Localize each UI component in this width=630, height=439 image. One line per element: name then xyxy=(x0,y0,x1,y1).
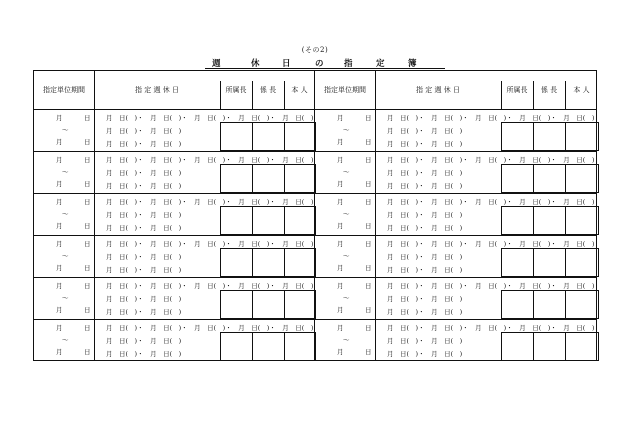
period-cell-text: 月 xyxy=(56,180,63,188)
date-row: 月 日( )・ 月 日( )・ 月 日( )・ 月 日( )・ 月 日( ) xyxy=(387,282,595,290)
date-row: 月 日( )・ 月 日( )・ 月 日( )・ 月 日( )・ 月 日( ) xyxy=(106,114,314,122)
seal-box-chief[interactable] xyxy=(533,332,566,361)
title-char: 休 xyxy=(251,59,260,69)
period-cell-text: 日 xyxy=(84,240,91,248)
date-row: 月 日( )・ 月 日( )・ 月 日( )・ 月 日( )・ 月 日( ) xyxy=(387,198,595,206)
date-row: 月 日( )・ 月 日( )・ 月 日( )・ 月 日( )・ 月 日( ) xyxy=(387,156,595,164)
date-row: 月 日( )・ 月 日( ) xyxy=(106,211,182,219)
period-cell-text: 〜 xyxy=(343,294,350,302)
period-cell-text: 月 xyxy=(56,240,63,248)
title-char: 週 xyxy=(212,59,221,69)
period-cell-text: 〜 xyxy=(343,168,350,176)
title-char: 定 xyxy=(376,59,385,69)
header-divider xyxy=(501,81,502,109)
header-rule xyxy=(34,109,314,110)
column-divider xyxy=(375,71,376,360)
period-cell-text: 月 xyxy=(56,114,63,122)
row-separator xyxy=(315,151,596,152)
date-row: 月 日( )・ 月 日( ) xyxy=(106,182,182,190)
seal-box-person[interactable] xyxy=(284,248,316,277)
seal-box-director[interactable] xyxy=(220,122,253,151)
seal-box-person[interactable] xyxy=(284,164,316,193)
seal-box-director[interactable] xyxy=(501,248,534,277)
period-cell-text: 月 xyxy=(56,138,63,146)
seal-box-director[interactable] xyxy=(501,206,534,235)
period-cell-text: 日 xyxy=(84,264,91,272)
seal-box-person[interactable] xyxy=(565,206,599,235)
header-chief: 係 長 xyxy=(540,86,558,94)
period-cell-text: 〜 xyxy=(343,126,350,134)
date-row: 月 日( )・ 月 日( )・ 月 日( )・ 月 日( )・ 月 日( ) xyxy=(106,156,314,164)
period-cell-text: 月 xyxy=(337,156,344,164)
period-cell-text: 月 xyxy=(56,156,63,164)
seal-box-person[interactable] xyxy=(565,332,599,361)
period-cell-text: 日 xyxy=(365,138,372,146)
period-cell-text: 月 xyxy=(337,114,344,122)
period-cell-text: 〜 xyxy=(343,210,350,218)
header-rule xyxy=(315,109,596,110)
period-cell-text: 日 xyxy=(84,324,91,332)
period-cell-text: 日 xyxy=(365,282,372,290)
row-separator xyxy=(315,277,596,278)
date-row: 月 日( )・ 月 日( ) xyxy=(387,295,463,303)
seal-box-director[interactable] xyxy=(501,122,534,151)
seal-box-director[interactable] xyxy=(220,206,253,235)
period-cell-text: 月 xyxy=(56,348,63,356)
period-cell-text: 〜 xyxy=(62,168,69,176)
row-separator xyxy=(315,319,596,320)
period-cell-text: 月 xyxy=(56,324,63,332)
period-cell-text: 日 xyxy=(84,222,91,230)
date-row: 月 日( )・ 月 日( ) xyxy=(106,295,182,303)
period-cell-text: 月 xyxy=(337,264,344,272)
period-cell-text: 〜 xyxy=(62,336,69,344)
period-cell-text: 月 xyxy=(337,348,344,356)
row-separator xyxy=(315,193,596,194)
period-cell-text: 〜 xyxy=(62,126,69,134)
seal-box-person[interactable] xyxy=(284,122,316,151)
period-cell-text: 日 xyxy=(84,138,91,146)
row-separator xyxy=(34,193,314,194)
date-row: 月 日( )・ 月 日( ) xyxy=(106,308,182,316)
date-row: 月 日( )・ 月 日( ) xyxy=(387,308,463,316)
date-row: 月 日( )・ 月 日( ) xyxy=(387,140,463,148)
seal-box-person[interactable] xyxy=(284,332,316,361)
date-row: 月 日( )・ 月 日( ) xyxy=(106,127,182,135)
header-person: 本 人 xyxy=(573,86,590,94)
period-cell-text: 日 xyxy=(365,198,372,206)
seal-box-director[interactable] xyxy=(220,248,253,277)
seal-box-chief[interactable] xyxy=(533,290,566,319)
date-row: 月 日( )・ 月 日( ) xyxy=(106,169,182,177)
subtitle: (その2) xyxy=(301,46,329,54)
period-cell-text: 月 xyxy=(337,282,344,290)
seal-box-chief[interactable] xyxy=(252,248,285,277)
title-underline xyxy=(205,68,445,69)
seal-box-chief[interactable] xyxy=(533,122,566,151)
period-cell-text: 月 xyxy=(337,138,344,146)
period-cell-text: 月 xyxy=(56,264,63,272)
period-cell-text: 月 xyxy=(56,222,63,230)
period-cell-text: 日 xyxy=(84,180,91,188)
period-cell-text: 月 xyxy=(56,306,63,314)
header-divider xyxy=(284,81,285,109)
header-director: 所属長 xyxy=(225,86,247,94)
date-row: 月 日( )・ 月 日( ) xyxy=(387,127,463,135)
period-cell-text: 月 xyxy=(337,180,344,188)
period-cell-text: 月 xyxy=(337,324,344,332)
header-designated-days: 指 定 週 休 日 xyxy=(135,86,179,94)
period-cell-text: 月 xyxy=(337,306,344,314)
date-row: 月 日( )・ 月 日( )・ 月 日( )・ 月 日( )・ 月 日( ) xyxy=(106,282,314,290)
date-row: 月 日( )・ 月 日( )・ 月 日( )・ 月 日( )・ 月 日( ) xyxy=(387,324,595,332)
date-row: 月 日( )・ 月 日( ) xyxy=(387,253,463,261)
header-director: 所属長 xyxy=(506,86,528,94)
seal-box-chief[interactable] xyxy=(252,290,285,319)
seal-box-chief[interactable] xyxy=(252,332,285,361)
period-cell-text: 月 xyxy=(337,222,344,230)
date-row: 月 日( )・ 月 日( ) xyxy=(106,266,182,274)
header-divider xyxy=(565,81,566,109)
period-cell-text: 月 xyxy=(337,240,344,248)
date-row: 月 日( )・ 月 日( ) xyxy=(387,211,463,219)
period-cell-text: 日 xyxy=(365,114,372,122)
period-cell-text: 日 xyxy=(365,156,372,164)
seal-box-director[interactable] xyxy=(501,290,534,319)
ledger-table-right xyxy=(314,70,597,361)
period-cell-text: 日 xyxy=(84,306,91,314)
seal-box-person[interactable] xyxy=(565,122,599,151)
seal-box-chief[interactable] xyxy=(252,164,285,193)
header-divider xyxy=(533,81,534,109)
date-row: 月 日( )・ 月 日( ) xyxy=(387,182,463,190)
period-cell-text: 日 xyxy=(84,348,91,356)
seal-box-chief[interactable] xyxy=(533,164,566,193)
seal-box-person[interactable] xyxy=(565,290,599,319)
header-period: 指定単位期間 xyxy=(43,86,85,94)
period-cell-text: 日 xyxy=(365,348,372,356)
seal-box-director[interactable] xyxy=(220,332,253,361)
period-cell-text: 〜 xyxy=(343,336,350,344)
header-divider xyxy=(252,81,253,109)
date-row: 月 日( )・ 月 日( ) xyxy=(106,224,182,232)
date-row: 月 日( )・ 月 日( )・ 月 日( )・ 月 日( )・ 月 日( ) xyxy=(106,198,314,206)
period-cell-text: 日 xyxy=(365,264,372,272)
date-row: 月 日( )・ 月 日( ) xyxy=(387,169,463,177)
period-cell-text: 〜 xyxy=(62,210,69,218)
period-cell-text: 月 xyxy=(337,198,344,206)
title-char: 日 xyxy=(282,59,291,69)
seal-box-director[interactable] xyxy=(501,164,534,193)
row-separator xyxy=(34,151,314,152)
seal-box-chief[interactable] xyxy=(252,122,285,151)
period-cell-text: 日 xyxy=(365,306,372,314)
date-row: 月 日( )・ 月 日( ) xyxy=(106,140,182,148)
row-separator xyxy=(34,277,314,278)
row-separator xyxy=(315,235,596,236)
header-person: 本 人 xyxy=(291,86,308,94)
title-char: 簿 xyxy=(408,59,417,69)
header-designated-days: 指 定 週 休 日 xyxy=(416,86,460,94)
date-row: 月 日( )・ 月 日( )・ 月 日( )・ 月 日( )・ 月 日( ) xyxy=(106,240,314,248)
period-cell-text: 日 xyxy=(365,324,372,332)
date-row: 月 日( )・ 月 日( )・ 月 日( )・ 月 日( )・ 月 日( ) xyxy=(106,324,314,332)
date-row: 月 日( )・ 月 日( ) xyxy=(106,253,182,261)
date-row: 月 日( )・ 月 日( )・ 月 日( )・ 月 日( )・ 月 日( ) xyxy=(387,114,595,122)
seal-box-person[interactable] xyxy=(284,206,316,235)
seal-box-chief[interactable] xyxy=(533,248,566,277)
period-cell-text: 月 xyxy=(56,282,63,290)
date-row: 月 日( )・ 月 日( ) xyxy=(106,337,182,345)
row-separator xyxy=(34,319,314,320)
date-row: 月 日( )・ 月 日( )・ 月 日( )・ 月 日( )・ 月 日( ) xyxy=(387,240,595,248)
ledger-table-left xyxy=(33,70,314,361)
date-row: 月 日( )・ 月 日( ) xyxy=(387,337,463,345)
seal-box-director[interactable] xyxy=(220,290,253,319)
period-cell-text: 〜 xyxy=(343,252,350,260)
title-char: 指 xyxy=(344,59,353,69)
period-cell-text: 月 xyxy=(56,198,63,206)
period-cell-text: 日 xyxy=(365,222,372,230)
date-row: 月 日( )・ 月 日( ) xyxy=(106,350,182,358)
seal-box-person[interactable] xyxy=(284,290,316,319)
column-divider xyxy=(94,71,95,360)
period-cell-text: 日 xyxy=(365,240,372,248)
row-separator xyxy=(34,235,314,236)
period-cell-text: 日 xyxy=(84,156,91,164)
period-cell-text: 日 xyxy=(84,198,91,206)
seal-box-chief[interactable] xyxy=(252,206,285,235)
date-row: 月 日( )・ 月 日( ) xyxy=(387,350,463,358)
period-cell-text: 〜 xyxy=(62,252,69,260)
seal-box-chief[interactable] xyxy=(533,206,566,235)
header-divider xyxy=(220,81,221,109)
date-row: 月 日( )・ 月 日( ) xyxy=(387,266,463,274)
header-chief: 係 長 xyxy=(259,86,277,94)
seal-box-person[interactable] xyxy=(565,164,599,193)
seal-box-director[interactable] xyxy=(220,164,253,193)
seal-box-director[interactable] xyxy=(501,332,534,361)
title-char: の xyxy=(315,59,324,69)
period-cell-text: 〜 xyxy=(62,294,69,302)
date-row: 月 日( )・ 月 日( ) xyxy=(387,224,463,232)
period-cell-text: 日 xyxy=(84,282,91,290)
header-period: 指定単位期間 xyxy=(324,86,366,94)
period-cell-text: 日 xyxy=(365,180,372,188)
period-cell-text: 日 xyxy=(84,114,91,122)
seal-box-person[interactable] xyxy=(565,248,599,277)
